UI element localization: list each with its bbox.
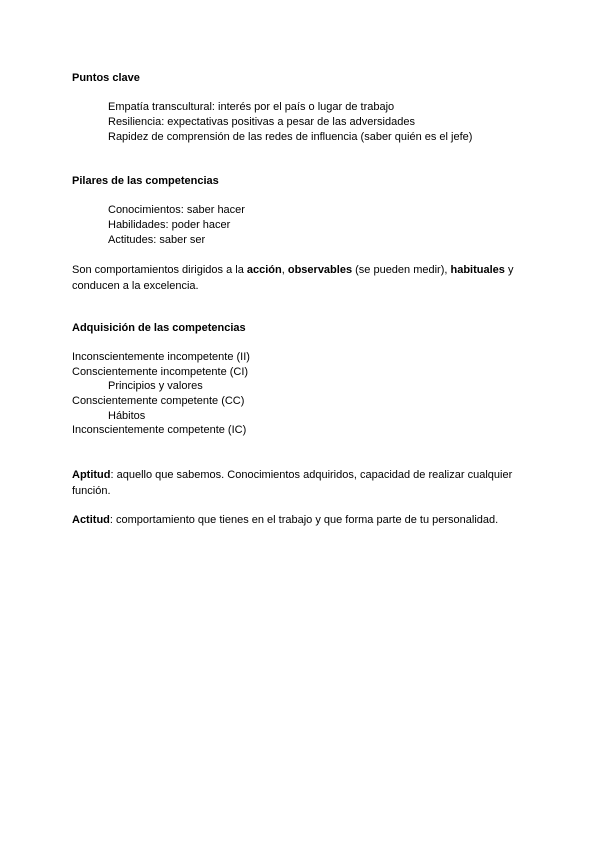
pilares-heading: Pilares de las competencias — [72, 175, 219, 187]
aptitud-term: Aptitud — [72, 469, 111, 481]
para-text: y conducen a la excelencia. — [72, 264, 514, 292]
pilares-item: Actitudes: saber ser — [108, 234, 206, 246]
para-bold-habituales: habituales — [450, 264, 505, 276]
pilares-paragraph — [72, 262, 532, 294]
para-text: , — [281, 264, 288, 276]
pilares-item: Conocimientos: saber hacer — [108, 204, 245, 216]
aptitud-text: : aquello que sabemos. Conocimientos adquiridos, capacidad de realizar cualquier función. — [72, 469, 513, 497]
adquisicion-line: Inconscientemente incompetente (II) — [72, 351, 250, 363]
para-bold-observables: observables — [287, 264, 353, 276]
actitud-definition — [72, 512, 532, 528]
adquisicion-heading: Adquisición de las competencias — [72, 322, 246, 334]
actitud-text: : comportamiento que tienes en el trabajo y que forma parte de tu personalidad. — [109, 514, 499, 526]
adquisicion-subline: Principios y valores — [108, 380, 203, 392]
adquisicion-line: Conscientemente incompetente (CI) — [72, 366, 249, 378]
puntos-clave-heading: Puntos clave — [72, 72, 140, 84]
adquisicion-line: Conscientemente competente (CC) — [72, 395, 245, 407]
para-text: Son comportamientos dirigidos a la — [72, 264, 247, 276]
puntos-clave-item: Rapidez de comprensión de las redes de influencia (saber quién es el jefe) — [108, 131, 473, 143]
puntos-clave-item: Resiliencia: expectativas positivas a pesar de las adversidades — [108, 116, 415, 128]
para-bold-accion: acción — [246, 264, 282, 276]
pilares-item: Habilidades: poder hacer — [108, 219, 231, 231]
aptitud-definition — [72, 467, 532, 499]
adquisicion-subline: Hábitos — [108, 410, 146, 422]
para-text: (se pueden medir), — [352, 264, 451, 276]
actitud-term: Actitud — [72, 514, 110, 526]
puntos-clave-item: Empatía transcultural: interés por el país o lugar de trabajo — [108, 101, 395, 113]
adquisicion-line: Inconscientemente competente (IC) — [72, 424, 247, 436]
